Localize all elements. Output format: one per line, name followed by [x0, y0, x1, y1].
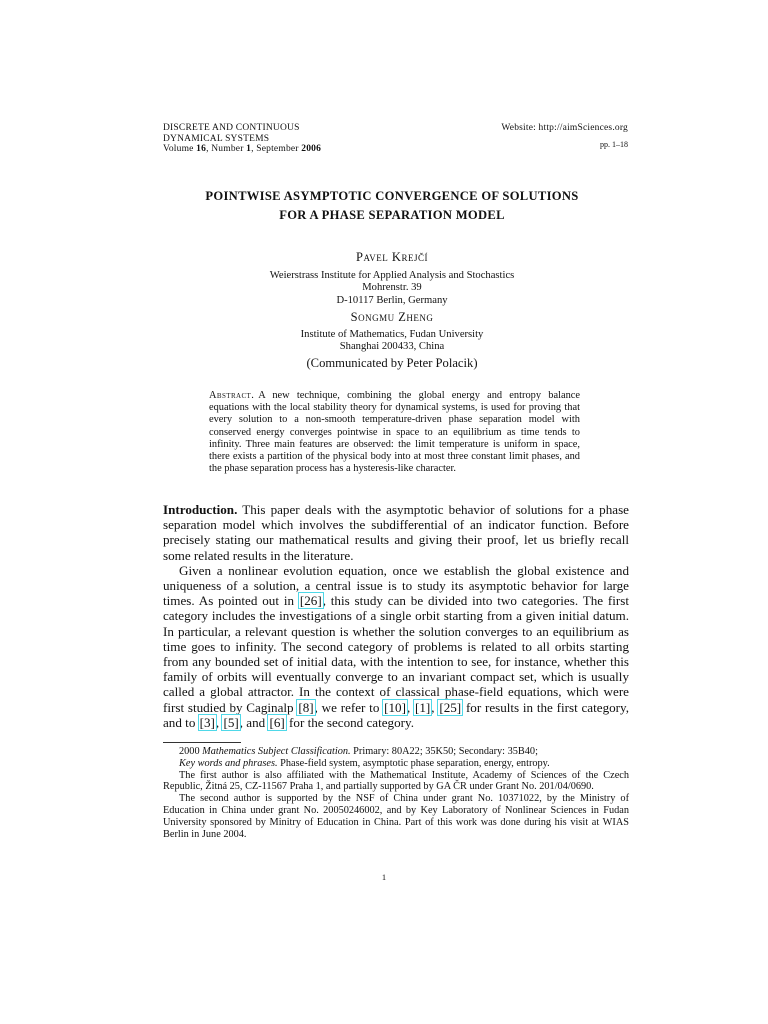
page-range: pp. 1–18 — [600, 140, 628, 149]
citation-link-6[interactable]: [6] — [269, 714, 285, 730]
citation-link-25[interactable]: [25] — [439, 699, 462, 715]
citation-link-3[interactable]: [3] — [199, 714, 215, 730]
abstract — [209, 390, 580, 475]
introduction — [163, 502, 629, 730]
title-line-1: POINTWISE ASYMPTOTIC CONVERGENCE OF SOLUTIONS — [205, 189, 579, 203]
footnote-first-author: The first author is also affiliated with the Mathematical Institute, Academy of Sciences of the Czech Republic, Žitná 25, CZ-11567 Praha 1, and partially supported by GA ČR under Grant No. 201/04/0690. — [163, 769, 629, 793]
author-affiliation: Weierstrass Institute for Applied Analysis and Stochastics Mohrenstr. 39 D-10117 Berlin, Germany — [269, 270, 515, 306]
footnote-keywords: Key words and phrases. Phase-field system, asymptotic phase separation, energy, entropy. — [179, 757, 550, 769]
abstract-label: Abstract. — [209, 390, 255, 401]
journal-website[interactable]: Website: http://aimSciences.org — [501, 123, 628, 133]
journal-issue: Volume 16, Number 1, September 2006 — [163, 144, 322, 154]
footnotes — [163, 746, 629, 840]
author-name: Songmu Zheng — [350, 310, 434, 324]
paper-title — [150, 187, 634, 225]
citation-link-8[interactable]: [8] — [298, 699, 314, 715]
citation-link-26[interactable]: [26] — [299, 593, 322, 609]
communicated-by: (Communicated by Peter Polacik) — [306, 356, 478, 370]
title-line-2: FOR A PHASE SEPARATION MODEL — [279, 208, 505, 222]
intro-paragraph-2: Given a nonlinear evolution equation, once we establish the global existence and uniqueness of a solution, a central issue is to study its asymptotic behavior for large times. As pointed out in [26], this study can be divided into two categories. The first category includes the investigations of a single orbit starting from a given initial datum. In particular, a relevant question is whether the solution converges to an equilibrium as time goes to infinity. The second category of problems is related to all orbits starting from any bounded set of initial data, with the intention to see, for instance, whether this family of orbits will eventually converge to an invariant compact set, which is usually called a global attractor. In the context of classical phase-field equations, which were first studied by Caginalp [8], we refer to [10], [1], [25] for results in the first category, and to [3], [5], and [6] for the second category. — [163, 562, 630, 730]
citation-link-1[interactable]: [1] — [415, 699, 431, 715]
abstract-text: A new technique, combining the global energy and entropy balance equations with the local stability theory for dynamical systems, is used for proving that every solution to a non-smooth temperature-driven phase separation model with conserved energy converges pointwise in space to an equilibrium as time tends to infinity. Three main features are observed: the limit temperature is uniform in space, there exists a partition of the physical body into at most three constant limit phases, and the phase separation process has a hysteresis-like character. — [209, 390, 580, 475]
citation-link-10[interactable]: [10] — [384, 699, 406, 715]
citation-link-5[interactable]: [5] — [223, 714, 239, 730]
intro-paragraph-1: Introduction. This paper deals with the asymptotic behavior of solutions for a phase separation model which involves the subdifferential of an indicator function. Before precisely stating our mathematical results and giving their proof, let us briefly recall some related results in the literature. — [163, 502, 629, 563]
author-block-2 — [150, 310, 634, 354]
journal-header — [163, 123, 443, 155]
journal-name-line1: DISCRETE AND CONTINUOUS — [163, 123, 300, 133]
page-number: 1 — [381, 872, 387, 882]
journal-name-line2: DYNAMICAL SYSTEMS — [163, 133, 270, 144]
footnote-divider — [163, 742, 241, 743]
section-heading: Introduction. — [163, 502, 238, 517]
footnote-second-author: The second author is supported by the NSF of China under grant No. 10371022, by the Ministry of Education in China under grant No. 20050246002, and by Key Laboratory of Nonlinear Sciences in Fudan University sponsored by Minitry of Education in China. Part of this work was done during his visit at WIAS Berlin in June 2004. — [163, 793, 629, 840]
footnote-msc: 2000 Mathematics Subject Classification. Primary: 80A22; 35K50; Secondary: 35B40; — [179, 746, 538, 757]
author-block-1 — [150, 250, 634, 307]
author-affiliation: Institute of Mathematics, Fudan University Shanghai 200433, China — [300, 329, 484, 353]
author-name: Pavel Krejčí — [356, 250, 428, 264]
